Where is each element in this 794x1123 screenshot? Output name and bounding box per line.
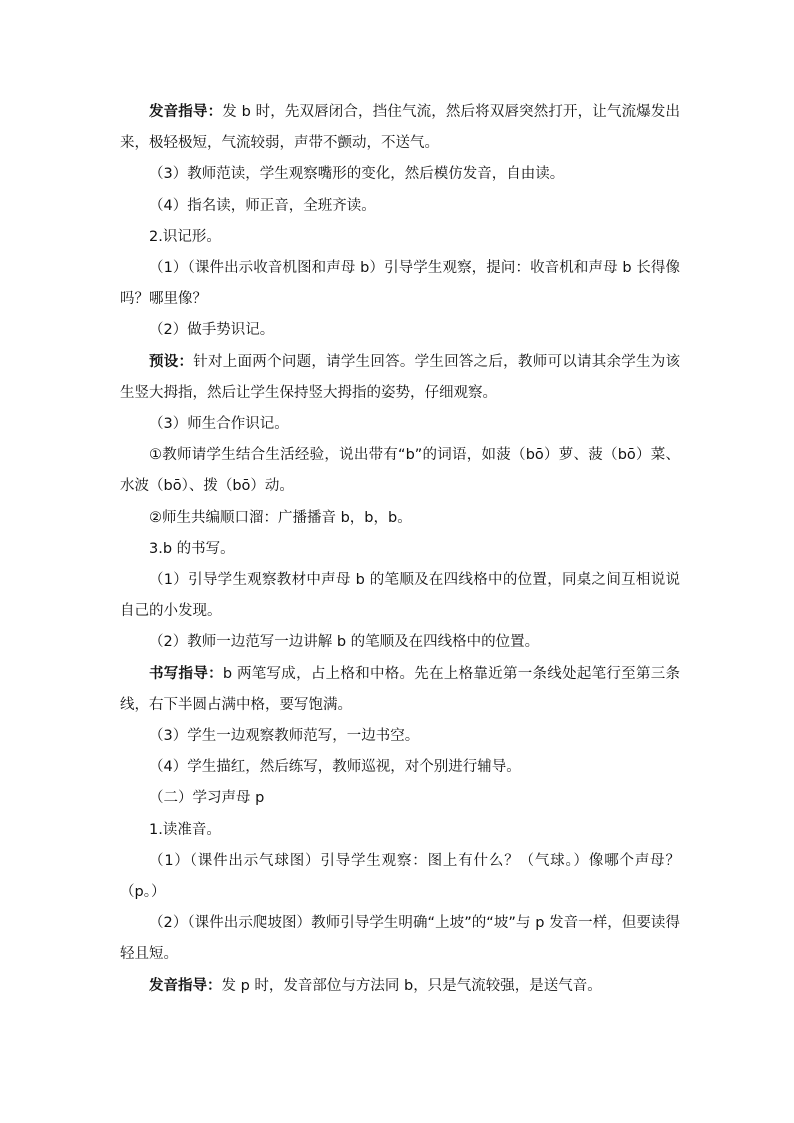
- paragraph-17: [120, 783, 680, 814]
- paragraph-12: [120, 565, 680, 627]
- paragraph-18-text: 1.读准音。: [149, 821, 221, 838]
- paragraph-15-text: （3）学生一边观察教师范写，一边书空。: [149, 728, 420, 745]
- paragraph-5: [120, 253, 680, 315]
- paragraph-1-heading: 发音指导：: [149, 104, 223, 120]
- paragraph-11: [120, 534, 680, 565]
- paragraph-18: [120, 815, 680, 846]
- paragraph-8: [120, 409, 680, 440]
- paragraph-17-text: （二）学习声母 p: [149, 790, 265, 807]
- document-body: [120, 97, 680, 1002]
- paragraph-9-text: ①教师请学生结合生活经验，说出带有“b”的词语，如菠（bō）萝、菠（bō）菜、水波（bō）、拨（bō）动。: [120, 447, 680, 495]
- paragraph-1-text: 发 b 时，先双唇闭合，挡住气流，然后将双唇突然打开，让气流爆发出来，极轻极短，气流较弱，声带不颤动，不送气。: [120, 104, 681, 152]
- paragraph-20: [120, 908, 680, 970]
- paragraph-4: [120, 222, 680, 253]
- paragraph-14-heading: 书写指导：: [149, 665, 223, 682]
- paragraph-3-text: （4）指名读，师正音，全班齐读。: [149, 197, 376, 214]
- paragraph-13: [120, 627, 680, 658]
- paragraph-2-text: （3）教师范读，学生观察嘴形的变化，然后模仿发音，自由读。: [149, 166, 565, 183]
- paragraph-19-text: （1）（课件出示气球图）引导学生观察：图上有什么？（气球。）像哪个声母？（p。）: [120, 852, 680, 901]
- paragraph-8-text: （3）师生合作识记。: [149, 416, 289, 433]
- paragraph-4-text: 2.识记形。: [149, 228, 221, 245]
- paragraph-14: [120, 659, 680, 721]
- paragraph-10: [120, 503, 680, 534]
- paragraph-16: [120, 752, 680, 783]
- paragraph-14-text: b 两笔写成，占上格和中格。先在上格靠近第一条线处起笔行至第三条线，右下半圆占满中格，要写饱满。: [120, 665, 681, 713]
- paragraph-21-text: 发 p 时，发音部位与方法同 b，只是气流较强，是送气音。: [221, 977, 602, 994]
- paragraph-21: [120, 971, 680, 1002]
- paragraph-10-text: ②师生共编顺口溜：广播播音 b，b，b。: [149, 509, 412, 526]
- paragraph-7-text: 针对上面两个问题，请学生回答。学生回答之后，教师可以请其余学生为该生竖大拇指，然后让学生保持竖大拇指的姿势，仔细观察。: [120, 353, 681, 401]
- paragraph-12-text: （1）引导学生观察教材中声母 b 的笔顺及在四线格中的位置，同桌之间互相说说自己的小发现。: [120, 572, 680, 620]
- paragraph-21-heading: 发音指导：: [149, 977, 222, 994]
- paragraph-1: [120, 97, 680, 159]
- paragraph-13-text: （2）教师一边范写一边讲解 b 的笔顺及在四线格中的位置。: [149, 634, 540, 651]
- paragraph-19: [120, 846, 680, 908]
- paragraph-6-text: （2）做手势识记。: [149, 322, 275, 339]
- paragraph-15: [120, 721, 680, 752]
- paragraph-20-text: （2）（课件出示爬坡图）教师引导学生明确“上坡”的“坡”与 p 发音一样，但要读得轻且短。: [120, 915, 680, 963]
- paragraph-2: [120, 159, 680, 190]
- paragraph-11-text: 3.b 的书写。: [149, 540, 235, 557]
- paragraph-9: [120, 440, 680, 502]
- paragraph-3: [120, 191, 680, 222]
- paragraph-16-text: （4）学生描红，然后练写，教师巡视，对个别进行辅导。: [149, 759, 521, 776]
- paragraph-5-text: （1）（课件出示收音机图和声母 b）引导学生观察，提问：收音机和声母 b 长得像吗？哪里像？: [120, 260, 680, 308]
- paragraph-6: [120, 315, 680, 346]
- paragraph-7-heading: 预设：: [149, 353, 194, 370]
- paragraph-7: [120, 347, 680, 409]
